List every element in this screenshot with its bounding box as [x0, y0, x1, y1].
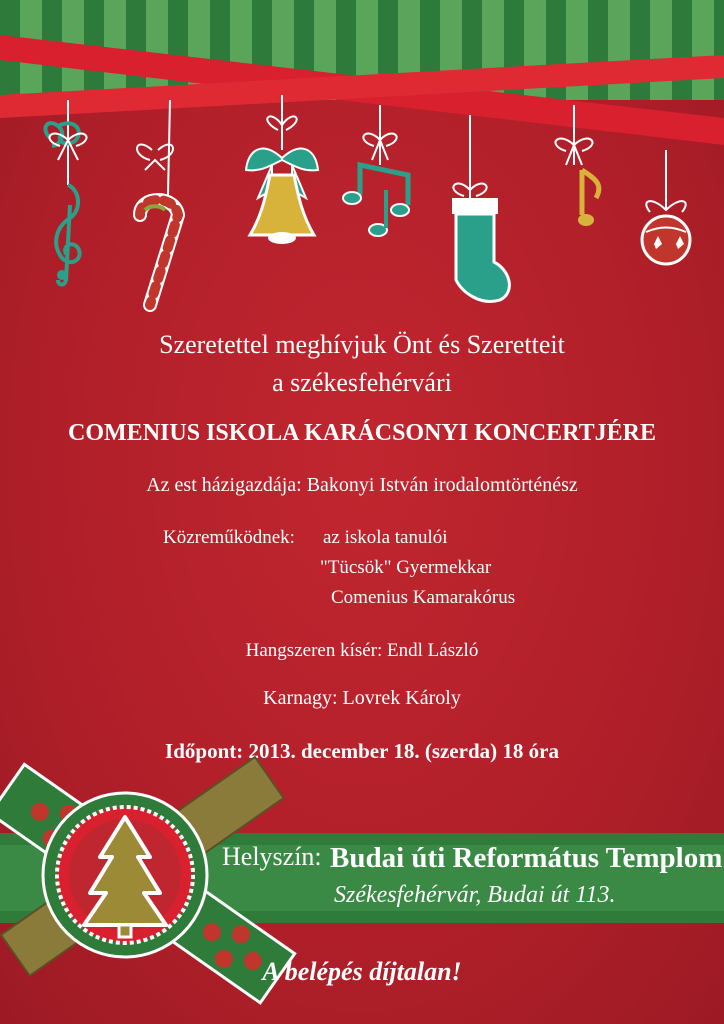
host-line: Az est házigazdája: Bakonyi István irodalomtörténész	[146, 474, 578, 496]
performer-item: "Tücsök" Gyermekkar	[320, 557, 492, 578]
music-notes-icon	[343, 165, 409, 236]
performer-item: az iskola tanulói	[323, 527, 448, 548]
hanging-ornaments	[0, 0, 724, 320]
bauble-icon	[642, 201, 690, 264]
bell-icon	[246, 149, 318, 244]
venue-name: Budai úti Református Templom	[330, 842, 723, 874]
accompaniment-line: Hangszeren kísér: Endl László	[245, 640, 479, 661]
treble-clef-icon	[45, 123, 79, 284]
venue-address: Székesfehérvár, Budai út 113.	[334, 882, 616, 908]
performer-item: Comenius Kamarakórus	[331, 587, 516, 608]
concert-title: COMENIUS ISKOLA KARÁCSONYI KONCERTJÉRE	[68, 420, 656, 446]
event-time: Időpont: 2013. december 18. (szerda) 18 óra	[165, 739, 559, 763]
venue-label: Helyszín:	[222, 842, 322, 871]
performers-label: Közreműködnek:	[163, 527, 295, 548]
conductor-line: Karnagy: Lovrek Károly	[263, 687, 461, 709]
admission-note: A belépés díjtalan!	[262, 957, 462, 986]
stocking-icon	[452, 198, 509, 301]
invitation-line-1: Szeretettel meghívjuk Önt és Szeretteit	[159, 330, 565, 359]
candy-cane-icon	[137, 145, 178, 305]
invitation-line-2: a székesfehérvári	[272, 368, 452, 397]
eighth-note-icon	[578, 170, 599, 226]
